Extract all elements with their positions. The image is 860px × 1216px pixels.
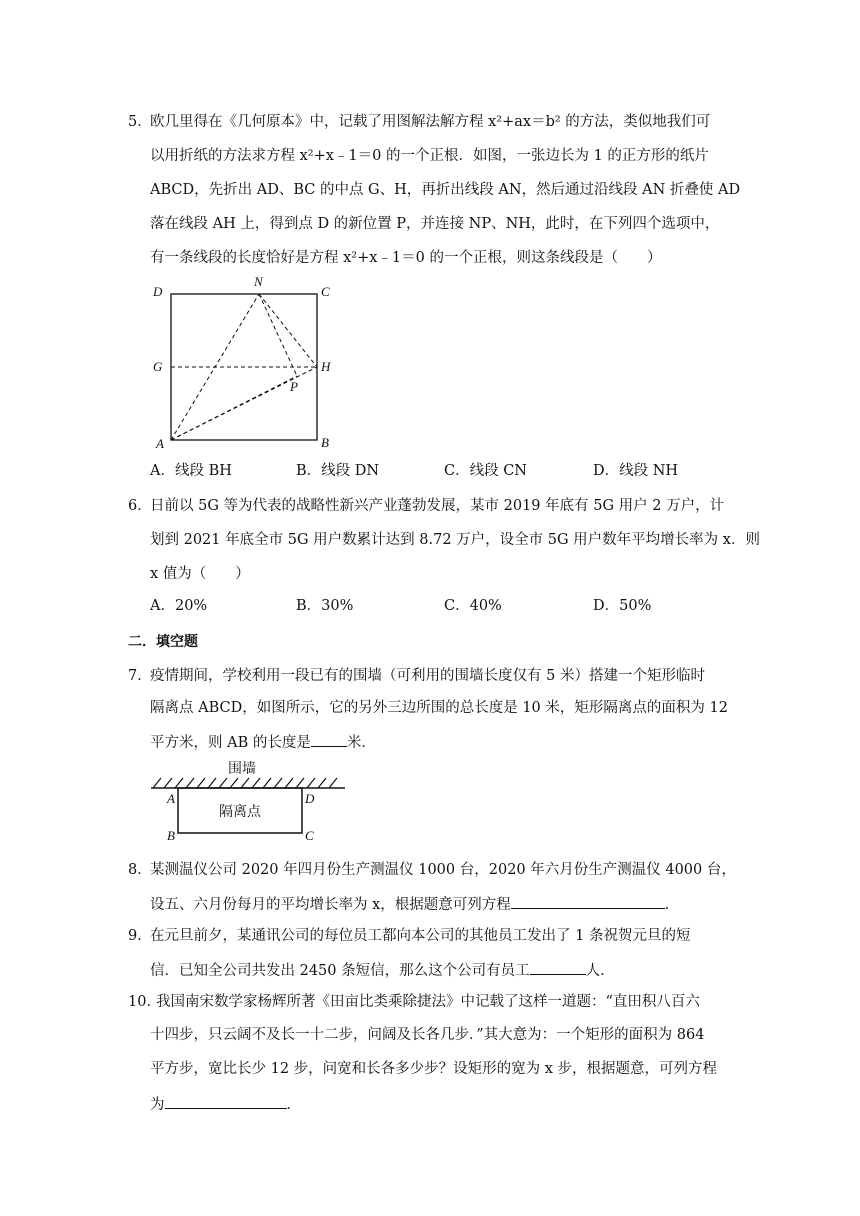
question-text-part: 平方米，则 AB 的长度是 bbox=[150, 735, 311, 751]
label-G: G bbox=[153, 359, 163, 374]
label-P: P bbox=[290, 379, 298, 394]
answer-blank[interactable] bbox=[530, 959, 586, 975]
label-B: B bbox=[167, 828, 175, 843]
question-text-part: 为 bbox=[150, 1097, 165, 1113]
question-text: 我国南宋数学家杨辉所著《田亩比类乘除捷法》中记载了这样一道题：“直田积八百六 bbox=[156, 994, 700, 1010]
question-text: 某测温仪公司 2020 年四月份生产测温仪 1000 台，2020 年六月份生产测温仪 4000 台， bbox=[150, 862, 736, 878]
label-C: C bbox=[305, 828, 314, 843]
label-H: H bbox=[321, 359, 331, 374]
segment-NH bbox=[259, 294, 317, 367]
question-text bbox=[150, 959, 615, 981]
question-text: 欧几里得在《几何原本》中，记载了用图解法解方程 x²+ax＝b² 的方法，类似地我们可 bbox=[150, 114, 711, 130]
question-text: 以用折纸的方法求方程 x²+x﹣1＝0 的一个正根．如图，一张边长为 1 的正方形的纸片 bbox=[150, 148, 709, 164]
section-heading: 二．填空题 bbox=[128, 634, 198, 650]
question-text-part: 设五、六月份每月的平均增长率为 x，根据题意可列方程 bbox=[150, 897, 511, 913]
label-D: D bbox=[153, 284, 163, 299]
wall-hatching bbox=[153, 778, 337, 788]
question-number: 6． bbox=[128, 498, 152, 514]
question-text: x 值为（ ） bbox=[150, 566, 250, 582]
option-b[interactable]: B．线段 DN bbox=[296, 463, 380, 479]
question-text: 日前以 5G 等为代表的战略性新兴产业蓬勃发展，某市 2019 年底有 5G 用户 2 万户，计 bbox=[150, 498, 725, 514]
option-c[interactable]: C．40% bbox=[444, 598, 502, 614]
label-C: C bbox=[321, 284, 330, 299]
question-text: ABCD，先折出 AD、BC 的中点 G、H，再折出线段 AN，然后通过沿线段 AN 折叠使 AD bbox=[150, 182, 741, 198]
option-d[interactable]: D．线段 NH bbox=[593, 463, 679, 479]
question-text: 有一条线段的长度恰好是方程 x²+x﹣1＝0 的一个正根，则这条线段是（ ） bbox=[150, 250, 662, 266]
folding-square-figure bbox=[145, 272, 345, 452]
question-text: 疫情期间，学校利用一段已有的围墙（可利用的围墙长度仅有 5 米）搭建一个矩形临时 bbox=[150, 668, 705, 684]
question-text: 隔离点 ABCD，如图所示，它的另外三边所围的总长度是 10 米，矩形隔离点的面积为 12 bbox=[150, 700, 728, 716]
question-text-part: 米． bbox=[346, 735, 376, 751]
question-text-part: ． bbox=[286, 1097, 301, 1113]
question-number: 8． bbox=[128, 862, 152, 878]
label-D: D bbox=[305, 791, 315, 806]
question-text bbox=[150, 893, 679, 915]
question-text: 划到 2021 年底全市 5G 用户数累计达到 8.72 万户，设全市 5G 用户数年平均增长率为 x．则 bbox=[150, 532, 760, 548]
question-text: 十四步，只云阔不及长一十二步，问阔及长各几步．”其大意为：一个矩形的面积为 864 bbox=[150, 1027, 705, 1043]
label-A: A bbox=[156, 436, 164, 451]
question-text-part: ． bbox=[664, 897, 680, 913]
question-number: 5． bbox=[128, 114, 152, 130]
question-text-part: 人． bbox=[585, 963, 615, 979]
answer-blank[interactable] bbox=[165, 1093, 287, 1109]
option-d[interactable]: D．50% bbox=[593, 598, 652, 614]
option-a[interactable]: A．20% bbox=[150, 598, 208, 614]
question-text: 平方步，宽比长少 12 步，问宽和长各多少步？设矩形的宽为 x 步，根据题意，可列方程 bbox=[150, 1061, 718, 1077]
option-c[interactable]: C．线段 CN bbox=[444, 463, 527, 479]
option-a[interactable]: A．线段 BH bbox=[150, 463, 232, 479]
option-b[interactable]: B．30% bbox=[296, 598, 354, 614]
answer-blank[interactable] bbox=[311, 731, 347, 747]
question-text: 在元旦前夕，某通讯公司的每位员工都向本公司的其他员工发出了 1 条祝贺元旦的短 bbox=[150, 928, 691, 944]
question-number: 9． bbox=[128, 928, 152, 944]
question-number: 10． bbox=[128, 994, 161, 1010]
question-text bbox=[150, 1093, 301, 1115]
question-text bbox=[150, 731, 376, 753]
question-number: 7． bbox=[128, 668, 152, 684]
label-A: A bbox=[167, 791, 175, 806]
label-N: N bbox=[254, 274, 263, 289]
room-label: 隔离点 bbox=[219, 804, 261, 820]
wall-label: 围墙 bbox=[228, 761, 256, 777]
label-B: B bbox=[321, 435, 329, 450]
question-text-part: 信．已知全公司共发出 2450 条短信，那么这个公司有员工 bbox=[150, 963, 530, 979]
answer-blank[interactable] bbox=[511, 893, 665, 909]
question-text: 落在线段 AH 上，得到点 D 的新位置 P，并连接 NP、NH，此时，在下列四个选项中， bbox=[150, 216, 720, 232]
wall-figure bbox=[145, 756, 355, 846]
